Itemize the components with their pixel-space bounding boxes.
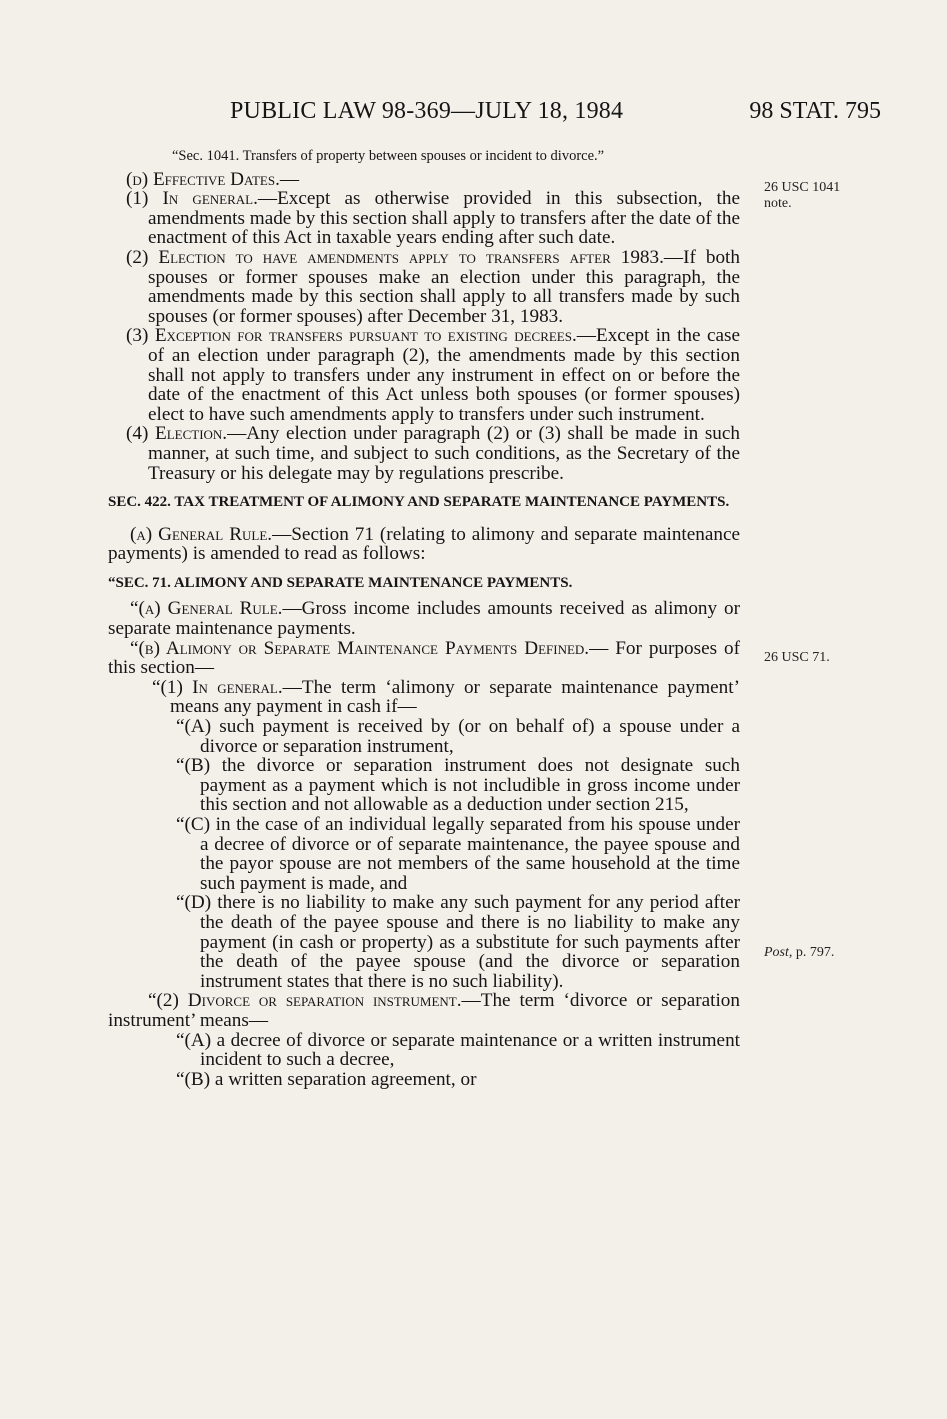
subsection-d-heading: (d) Effective Dates.— bbox=[126, 168, 300, 190]
margin-note-post-797 bbox=[764, 945, 834, 961]
statute-body bbox=[108, 147, 740, 1089]
section-422-heading: SEC. 422. TAX TREATMENT OF ALIMONY AND SEPARATE MAINTENANCE PAYMENTS. bbox=[108, 494, 730, 511]
quoted-paragraph-b1: “(1) In general.—The term ‘alimony or separate maintenance payment’ means any payment in cash if— bbox=[152, 676, 740, 718]
margin-note-26-usc-71: 26 USC 71. bbox=[764, 650, 830, 665]
margin-note-26-usc-1041: 26 USC 1041 note. bbox=[764, 180, 841, 211]
paragraph-d2: (2) Election to have amendments apply to transfers after 1983.—If both spouses or former spouses make an election under this paragraph, the amendments made by this section shall apply to all transfers made by such spouses (or former spouses) after December 31, 1983. bbox=[126, 246, 740, 327]
section-1041-table-line: “Sec. 1041. Transfers of property between spouses or incident to divorce.” bbox=[172, 148, 605, 164]
running-title: PUBLIC LAW 98-369—JULY 18, 1984 bbox=[230, 98, 624, 124]
page-header bbox=[0, 98, 947, 132]
paragraph-d4: (4) Election.—Any election under paragraph (2) or (3) shall be made in such manner, at such time, and subject to such conditions, as the Secretary of the Treasury or his delegate may by regulations prescribe. bbox=[126, 423, 740, 484]
margin-note-post-page: p. 797. bbox=[795, 945, 835, 960]
stat-page-number: 98 STAT. 795 bbox=[749, 98, 881, 124]
quoted-subparagraph-b1-D: “(D) there is no liability to make any such payment for any period after the death of the payee spouse and there is no liability to make any payment (in cash or property) as a substitute for such payments after the death of the payee spouse (and the divorce or separation instrument states that there is no such liability). bbox=[176, 892, 740, 992]
quoted-subsection-a: “(a) General Rule.—Gross income includes amounts received as alimony or separate maintenance payments. bbox=[108, 598, 740, 640]
quoted-subparagraph-b2-A: “(A) a decree of divorce or separate maintenance or a written instrument incident to such a decree, bbox=[176, 1029, 740, 1071]
quoted-subparagraph-b1-C: “(C) in the case of an individual legally separated from his spouse under a decree of divorce or of separate maintenance, the payee spouse and the payor spouse are not members of the same household at the time such payment is made, and bbox=[176, 814, 740, 894]
quoted-paragraph-b2: “(2) Divorce or separation instrument.—The term ‘divorce or separation instrument’ means— bbox=[108, 990, 740, 1031]
quoted-subparagraph-b1-A: “(A) such payment is received by (or on behalf of) a spouse under a divorce or separation instrument, bbox=[176, 716, 740, 757]
margin-note-post-italic: Post, bbox=[764, 945, 793, 960]
quoted-subparagraph-b1-B: “(B) the divorce or separation instrument does not designate such payment as a payment which is not includible in gross income under this section and not allowable as a deduction under section 215, bbox=[176, 755, 740, 816]
paragraph-d1: (1) In general.—Except as otherwise provided in this subsection, the amendments made by this section shall apply to transfers after the date of the enactment of this Act in taxable years ending after such date. bbox=[126, 188, 740, 249]
subsection-a-general-rule: (a) General Rule.—Section 71 (relating to alimony and separate maintenance payments) is amended to read as follows: bbox=[108, 523, 740, 565]
quoted-subparagraph-b2-B: “(B) a written separation agreement, or bbox=[176, 1068, 477, 1090]
paragraph-d3: (3) Exception for transfers pursuant to existing decrees.—Except in the case of an election under paragraph (2), the amendments made by this section shall not apply to transfers under any instrument in effect on or before the date of the enactment of this Act unless both spouses (or former spouses) elect to have such amendments apply to transfers under such instrument. bbox=[126, 325, 740, 425]
quoted-subsection-b: “(b) Alimony or Separate Maintenance Payments Defined.— For purposes of this section— bbox=[108, 637, 740, 679]
section-71-heading: “SEC. 71. ALIMONY AND SEPARATE MAINTENANCE PAYMENTS. bbox=[108, 574, 573, 591]
